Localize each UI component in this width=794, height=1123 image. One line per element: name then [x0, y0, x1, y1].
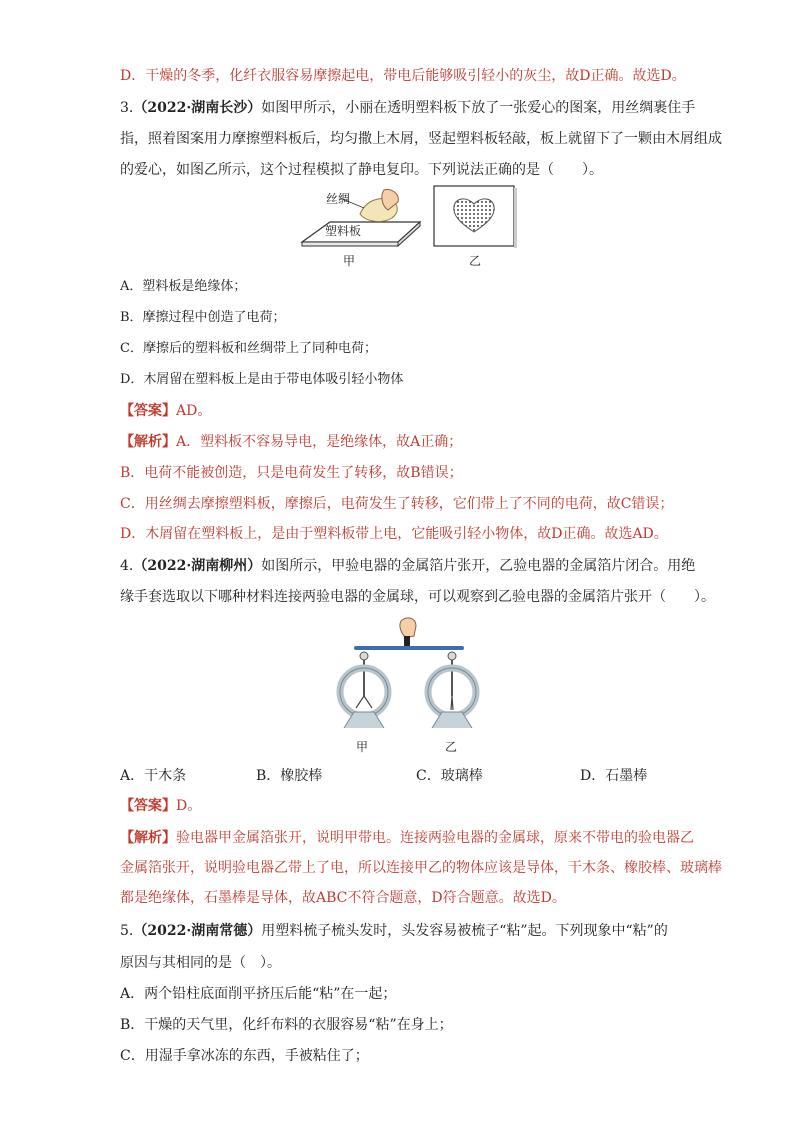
q4-option-c: C．玻璃棒: [416, 768, 483, 784]
prev-option-d-explanation: D．干燥的冬季，化纤衣服容易摩擦起电，带电后能够吸引轻小的灰尘，故D正确。故选D。: [120, 68, 686, 84]
q3-stem-line-1: [120, 98, 695, 118]
electroscope-jia: [340, 652, 388, 728]
q4-figure-electroscopes: [330, 616, 480, 738]
q3-stem-line-3: 的爱心，如图乙所示，这个过程模拟了静电复印。下列说法正确的是（ ）。: [120, 162, 603, 178]
q4-answer-value: D。: [176, 798, 202, 814]
metal-ball-yi: [448, 652, 456, 660]
q3-option-c: C．摩擦后的塑料板和丝绸带上了同种电荷；: [120, 341, 377, 356]
metal-ball-jia: [360, 652, 368, 660]
q4-stem-1: 如图所示，甲验电器的金属箔片张开，乙验电器的金属箔片闭合。用绝: [261, 558, 696, 574]
q3-analysis-d: D．木屑留在塑料板上，是由于塑料板带上电，它能吸引轻小物体，故D正确。故选AD。: [120, 526, 668, 542]
q3-option-b: B．摩擦过程中创造了电荷；: [120, 310, 286, 325]
q3-analysis-label: 【解析】: [120, 434, 176, 450]
q3-answer: [120, 401, 211, 421]
q4-number: 4.: [120, 558, 134, 574]
q3-label-silk: 丝绸: [326, 192, 351, 206]
q3-analysis-line-1: [120, 432, 462, 452]
plastic-board-edge: [302, 242, 398, 246]
q5-stem-line-1: [120, 921, 668, 941]
q4-answer-label: 【答案】: [120, 798, 176, 814]
foil-right-jia: [364, 696, 372, 708]
q5-option-c: C．用湿手拿冰冻的东西，手被粘住了；: [120, 1048, 369, 1064]
q4-option-d: D．石墨棒: [580, 768, 648, 784]
q4-analysis-1: 验电器甲金属箔张开，说明甲带电。连接两验电器的金属球，原来不带电的验电器乙: [176, 830, 694, 846]
q5-stem-line-2: 原因与其相同的是（ ）。: [120, 955, 281, 971]
foil-left-jia: [356, 696, 364, 708]
q4-source: （2022·湖南柳州）: [133, 558, 262, 574]
q3-number: 3.: [120, 100, 134, 116]
q4-analysis-3: 都是绝缘体，石墨棒是导体，故ABC不符合题意，D符合题意。故选D。: [120, 890, 566, 906]
q3-stem-line-2: 指，照着图案用力摩擦塑料板后，均匀撒上木屑，竖起塑料板轻敲，板上就留下了一颗由木屑组成: [120, 131, 722, 147]
q3-label-board: 塑料板: [325, 224, 362, 238]
q5-option-b: B．干燥的天气里，化纤布料的衣服容易“粘”在身上；: [120, 1017, 453, 1033]
connecting-rod: [354, 646, 464, 650]
board-shadow: [514, 188, 517, 248]
q3-source: （2022·湖南长沙）: [133, 100, 262, 116]
q4-caption-jia: 甲: [356, 740, 369, 754]
q3-analysis-c: C．用丝绸去摩擦塑料板，摩擦后，电荷发生了转移，它们带上了不同的电荷，故C错误；: [120, 496, 674, 512]
foil-right-yi: [452, 696, 453, 710]
q5-option-a: A．两个铅柱底面削平挤压后能“粘”在一起；: [120, 986, 397, 1002]
q4-analysis-2: 金属箔张开，说明验电器乙带上了电，所以连接甲乙的物体应该是导体，干木条、橡胶棒、玻璃棒: [120, 860, 722, 876]
q4-analysis-line-1: [120, 828, 694, 848]
q5-source: （2022·湖南常德）: [133, 923, 262, 939]
q4-option-b: B．橡胶棒: [256, 768, 323, 784]
q3-caption-yi: 乙: [469, 254, 482, 268]
q4-answer: [120, 796, 201, 816]
q3-answer-value: AD。: [176, 403, 212, 419]
q3-option-a: A．塑料板是绝缘体；: [120, 279, 247, 294]
q5-stem-1: 用塑料梳子梳头发时，头发容易被梳子“粘”起。下列现象中“粘”的: [261, 923, 668, 939]
q3-caption-jia: 甲: [343, 254, 356, 268]
q5-number: 5.: [120, 923, 134, 939]
q3-figure-yi: [432, 184, 518, 250]
gloved-hand: [400, 618, 416, 638]
q3-stem-1: 如图甲所示，小丽在透明塑料板下放了一张爱心的图案，用丝绸裹住手: [261, 100, 696, 116]
q4-stem-line-1: [120, 556, 695, 576]
q3-option-d: D．木屑留在塑料板上是由于带电体吸引轻小物体: [120, 372, 404, 387]
q3-analysis-b: B．电荷不能被创造，只是电荷发生了转移，故B错误；: [120, 465, 463, 481]
q3-analysis-a: A．塑料板不容易导电，是绝缘体，故A正确；: [176, 434, 463, 450]
q4-option-a: A．干木条: [120, 768, 187, 784]
q4-analysis-label: 【解析】: [120, 830, 176, 846]
q4-stem-line-2: 缘手套选取以下哪种材料连接两验电器的金属球，可以观察到乙验电器的金属箔片张开（ ）。: [120, 589, 715, 605]
q4-caption-yi: 乙: [445, 740, 458, 754]
electroscope-yi: [428, 652, 476, 728]
q3-answer-label: 【答案】: [120, 403, 176, 419]
